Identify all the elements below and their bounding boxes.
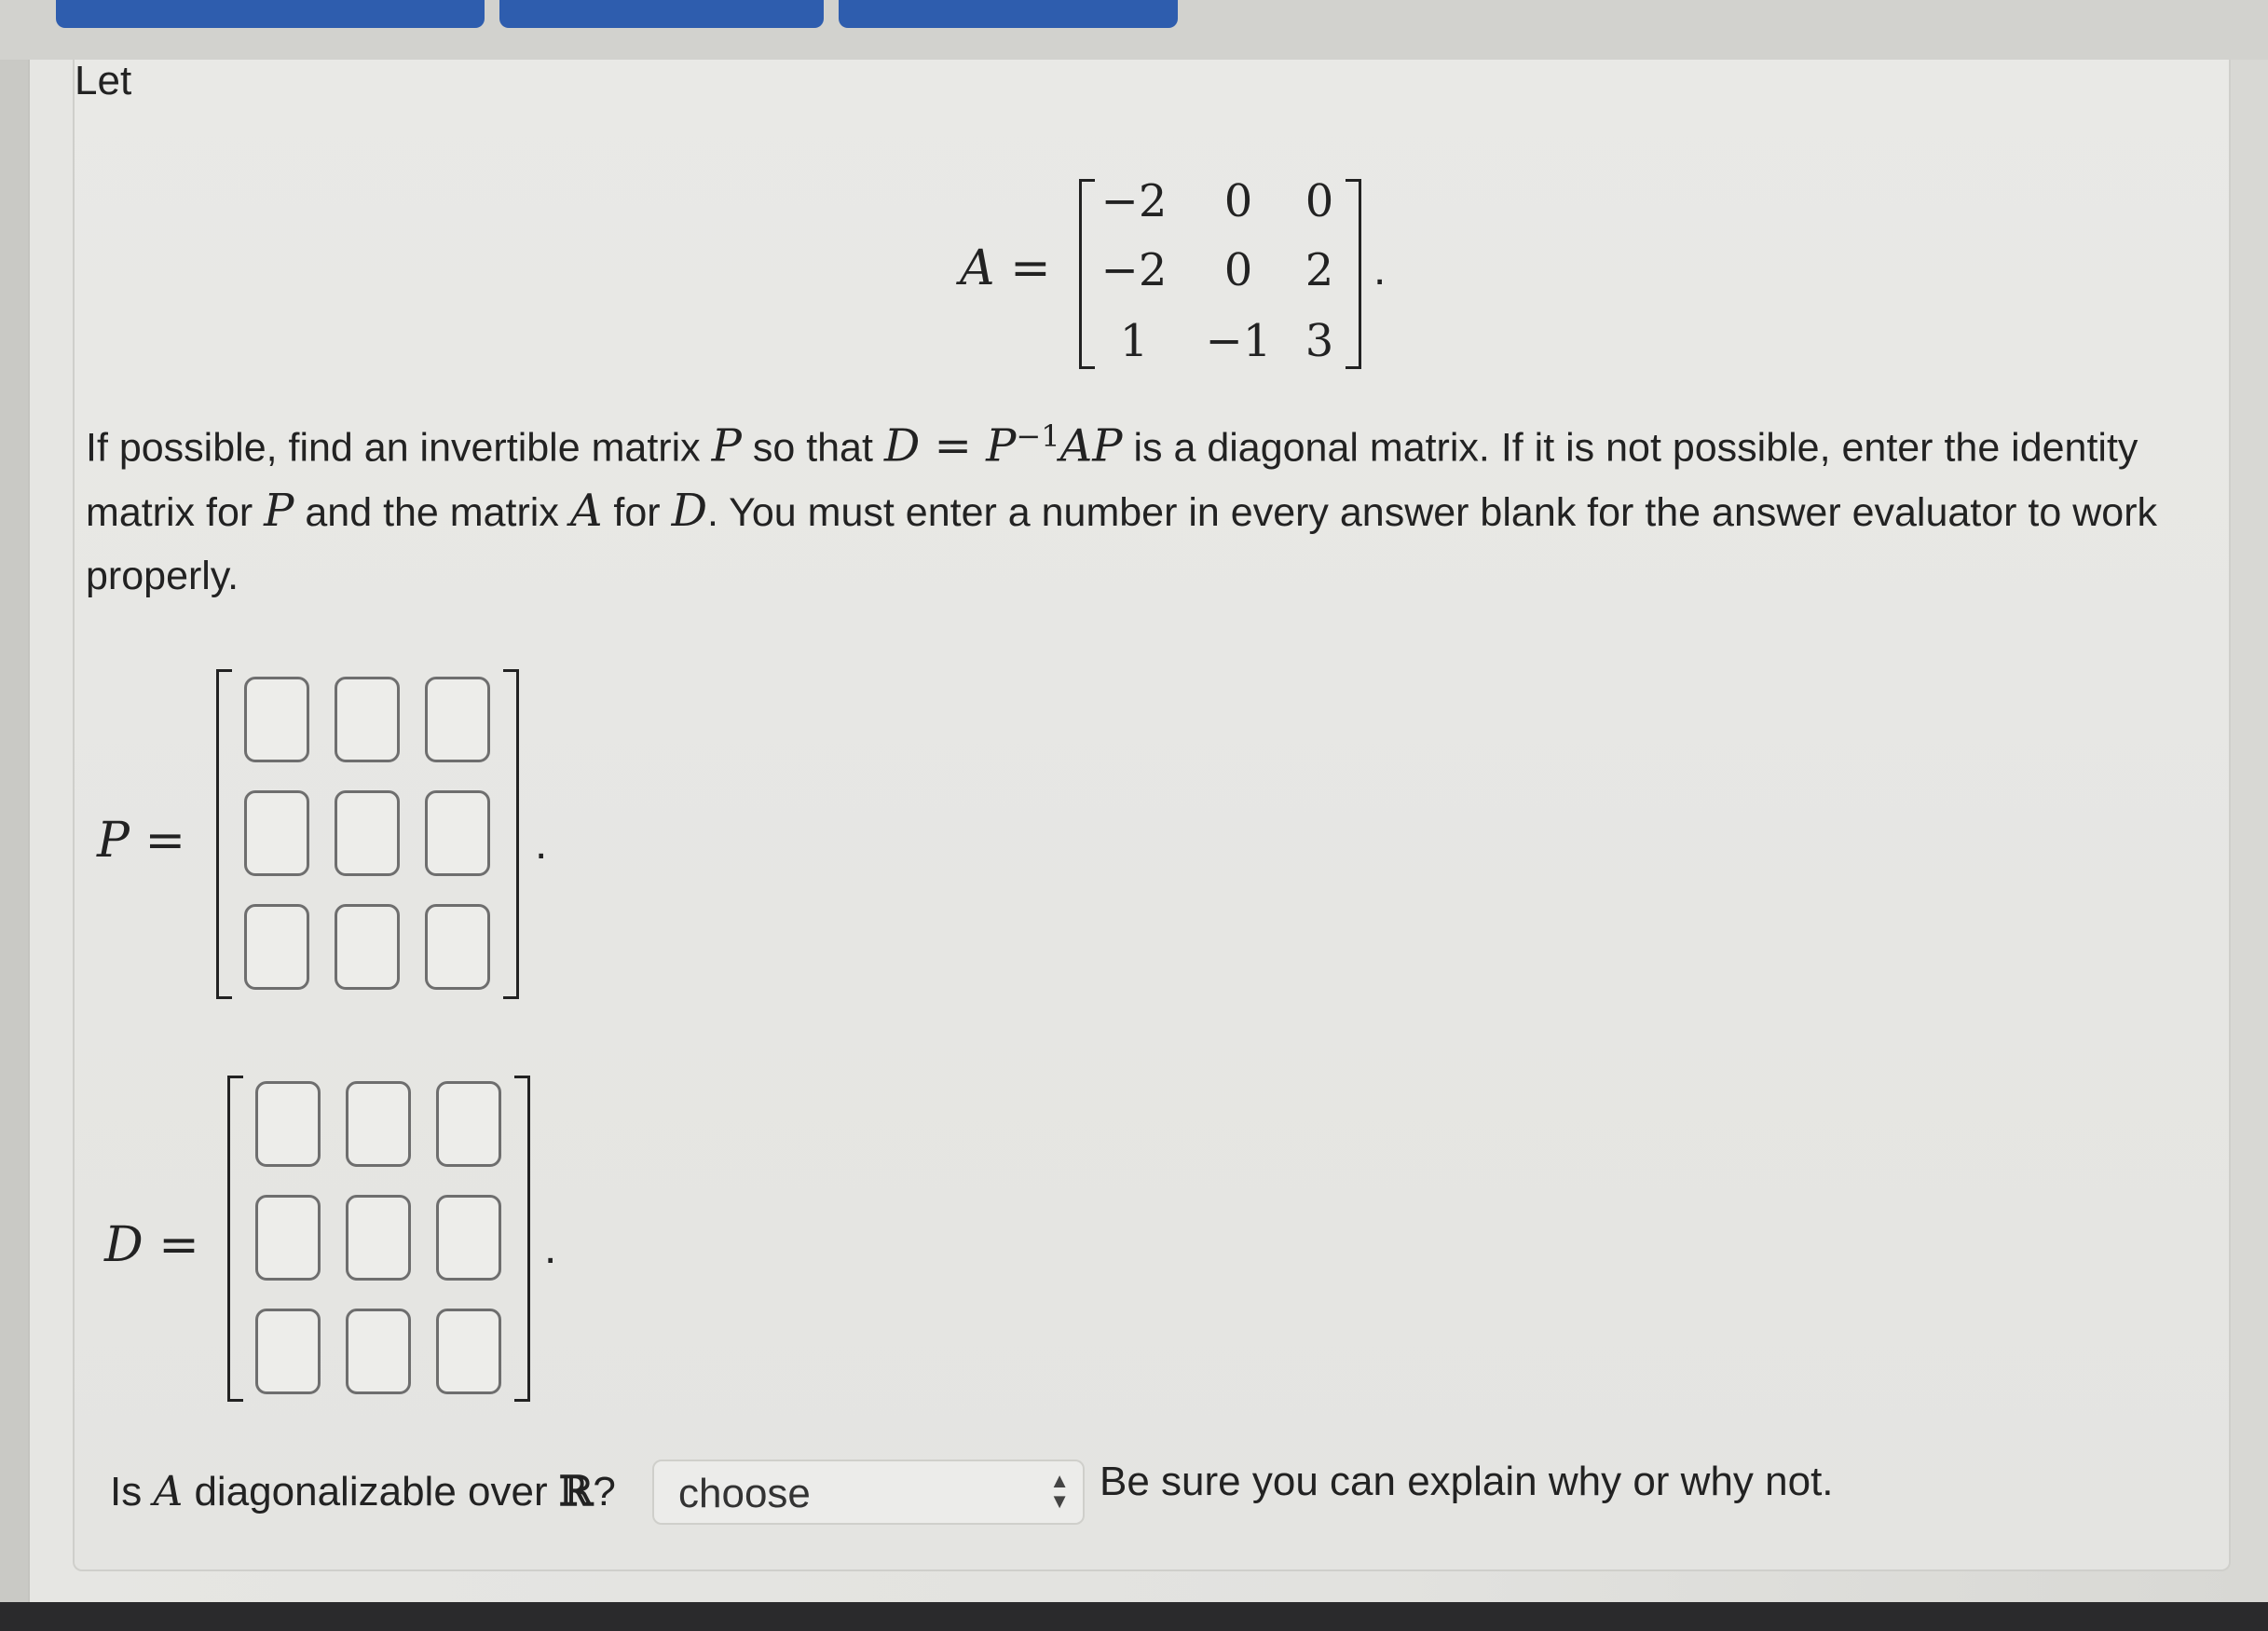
answer-input[interactable] — [425, 904, 490, 990]
matrix-a-cell: 0 — [1223, 175, 1253, 227]
instructions-text: If possible, find an invertible matrix — [86, 425, 712, 471]
instructions-text: so that — [741, 425, 884, 471]
matrix-a-cell: 1 — [1119, 315, 1149, 367]
answer-input[interactable] — [255, 1309, 321, 1394]
nav-tab-1[interactable] — [56, 0, 485, 28]
math-d-equals-p: D = P — [883, 419, 1017, 473]
matrix-a-cell: −1 — [1205, 315, 1272, 367]
left-edge — [0, 60, 28, 1602]
nav-tab-2[interactable] — [499, 0, 824, 28]
matrix-a-right-bracket — [1346, 179, 1361, 369]
math-a: A — [569, 485, 603, 538]
math-ap: AP — [1059, 419, 1123, 473]
math-d: D — [671, 485, 708, 538]
answer-input[interactable] — [244, 790, 309, 876]
answer-input[interactable] — [436, 1309, 501, 1394]
matrix-a-label: A = — [960, 240, 1051, 296]
math-inverse-exponent: −1 — [1016, 418, 1060, 454]
nav-tab-3[interactable] — [839, 0, 1178, 28]
answer-input[interactable] — [335, 790, 400, 876]
answer-input[interactable] — [244, 677, 309, 762]
answer-input[interactable] — [436, 1081, 501, 1167]
instructions-text: and the matrix — [294, 490, 570, 536]
diagonalizable-select[interactable] — [652, 1460, 1085, 1525]
matrix-d-period: . — [544, 1224, 557, 1273]
answer-input[interactable] — [346, 1309, 411, 1394]
explanation-note: Be sure you can explain why or why not. — [1100, 1459, 1834, 1504]
answer-input[interactable] — [244, 904, 309, 990]
answer-input[interactable] — [425, 790, 490, 876]
answer-input[interactable] — [346, 1195, 411, 1281]
matrix-a-cell: −2 — [1100, 244, 1168, 296]
matrix-d-right-bracket — [514, 1076, 530, 1402]
diagonalizable-question — [110, 1468, 616, 1515]
updown-arrows-icon: ▲ ▼ — [1049, 1469, 1070, 1513]
matrix-p-right-bracket — [503, 669, 519, 999]
math-reals: ℝ — [558, 1468, 594, 1515]
matrix-a-cell: 0 — [1223, 244, 1253, 296]
question-text: ? — [593, 1469, 616, 1514]
answer-input[interactable] — [255, 1081, 321, 1167]
matrix-a-cell: −2 — [1100, 175, 1168, 227]
matrix-p-period: . — [535, 819, 548, 869]
math-a: A — [153, 1468, 184, 1515]
answer-input[interactable] — [346, 1081, 411, 1167]
matrix-a-period: . — [1373, 245, 1387, 295]
matrix-a-cell: 3 — [1305, 315, 1334, 367]
matrix-a-cell: 0 — [1305, 175, 1334, 227]
instructions-text: for — [602, 490, 672, 536]
math-p: P — [264, 485, 294, 538]
question-text: diagonalizable over — [183, 1469, 559, 1514]
matrix-a-cell: 2 — [1305, 244, 1334, 296]
answer-input[interactable] — [255, 1195, 321, 1281]
select-value: choose — [678, 1471, 811, 1516]
intro-text: Let — [75, 58, 132, 103]
top-bar — [0, 0, 2268, 60]
instructions-text: . You must enter a number in every answer blank for the answer evaluator to work properly. — [86, 490, 2158, 599]
answer-input[interactable] — [436, 1195, 501, 1281]
question-text: Is — [110, 1469, 154, 1514]
matrix-p-label: P = — [97, 813, 186, 869]
matrix-p-left-bracket — [216, 669, 232, 999]
instructions-paragraph — [86, 404, 2201, 608]
answer-input[interactable] — [335, 904, 400, 990]
answer-input[interactable] — [425, 677, 490, 762]
matrix-d-left-bracket — [227, 1076, 243, 1402]
bottom-bar — [0, 1602, 2268, 1631]
answer-input[interactable] — [335, 677, 400, 762]
matrix-d-label: D = — [104, 1217, 199, 1273]
instructions-text: is a diagonal matrix. If it is not possible, enter the identity matrix for — [86, 425, 2138, 536]
math-p: P — [711, 419, 742, 473]
